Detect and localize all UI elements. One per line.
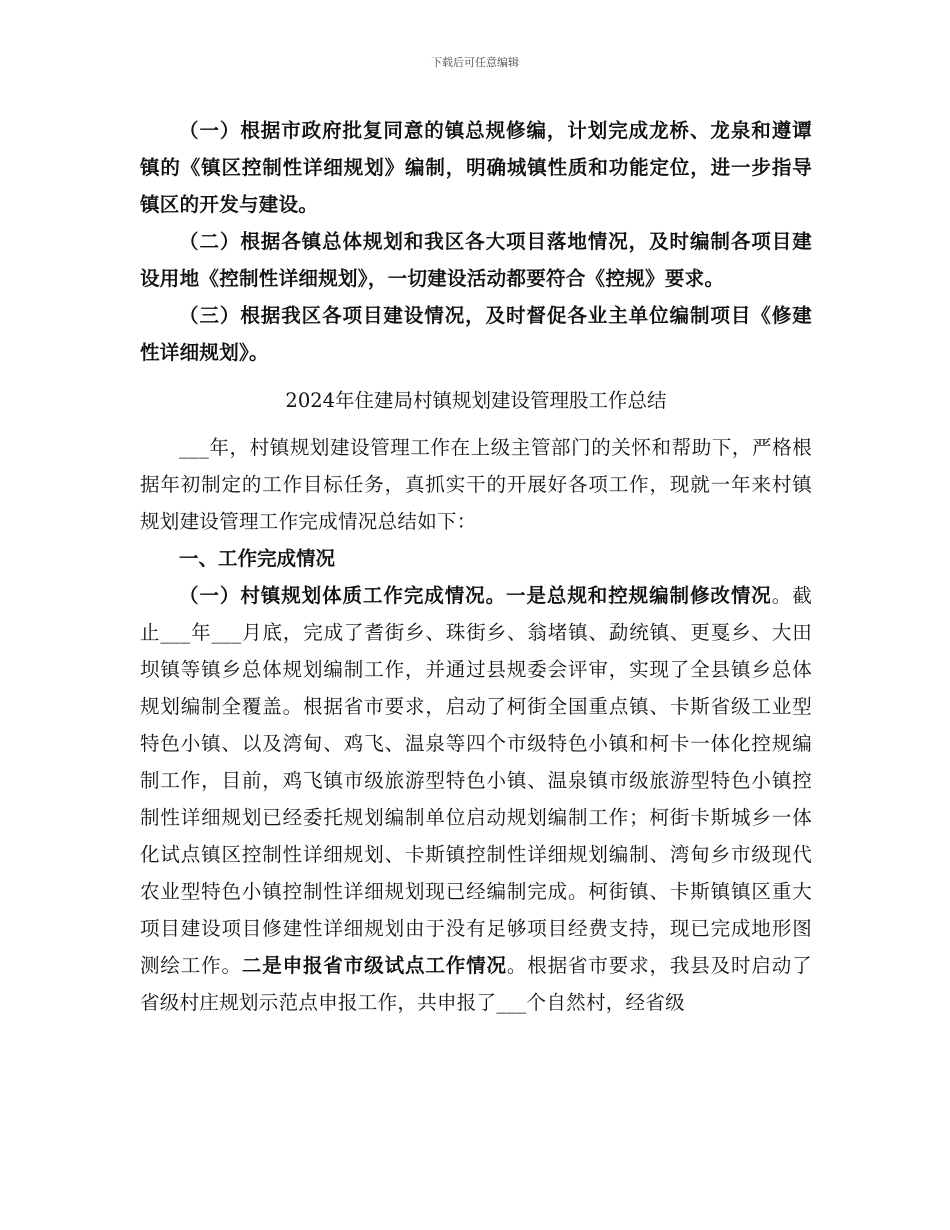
body-text-2: 。根据省市要求，我县及时启动了省级村庄规划示范点申报工作，共申报了___个自然村，经省级 xyxy=(140,954,812,1014)
section-heading: 一、工作完成情况 xyxy=(179,547,336,570)
body-text-1: 。截止___年___月底，完成了耆街乡、珠街乡、翁堵镇、勐统镇、更戛乡、大田坝镇等镇乡总体规划编制工作，并通过县规委会评审，实现了全县镇乡总体规划编制全覆盖。根据省市要求，启动了柯街全国重点镇、卡斯省级工业型特色小镇、以及湾甸、鸡飞、温泉等四个市级特色小镇和柯卡一体化控规编制工作，目前，鸡飞镇市级旅游型特色小镇、温泉镇市级旅游型特色小镇控制性详细规划已经委托规划编制单位启动规划编制工作；柯街卡斯城乡一体化试点镇区控制性详细规划、卡斯镇控制性详细规划编制、湾甸乡市级现代农业型特色小镇控制性详细规划现已经编制完成。柯街镇、卡斯镇镇区重大项目建设项目修建性详细规划由于没有足够项目经费支持，现已完成地形图测绘工作。 xyxy=(140,584,812,977)
page-header: 下载后可任意编辑 xyxy=(431,56,519,69)
body-bold-lead: （一）村镇规划体质工作完成情况。一是总规和控规编制修改情况 xyxy=(179,584,772,607)
intro-paragraph-3: （三）根据我区各项目建设情况，及时督促各业主单位编制项目《修建性详细规划》。 xyxy=(140,304,812,364)
opening-paragraph: ___年，村镇规划建设管理工作在上级主管部门的关怀和帮助下，严格根据年初制定的工作目标任务，真抓实干的开展好各项工作，现就一年来村镇规划建设管理工作完成情况总结如下： xyxy=(140,436,812,533)
document-title: 2024年住建局村镇规划建设管理股工作总结 xyxy=(285,389,667,412)
body-paragraph xyxy=(140,577,812,1021)
intro-paragraph-2: （二）根据各镇总体规划和我区各大项目落地情况，及时编制各项目建设用地《控制性详细规划》，一切建设活动都要符合《控规》要求。 xyxy=(140,230,812,290)
body-bold-sub: 二是申报省市级试点工作情况 xyxy=(241,954,507,977)
document-body xyxy=(140,112,812,1021)
intro-paragraph-1: （一）根据市政府批复同意的镇总规修编，计划完成龙桥、龙泉和遵谭镇的《镇区控制性详细规划》编制，明确城镇性质和功能定位，进一步指导镇区的开发与建设。 xyxy=(140,119,812,216)
